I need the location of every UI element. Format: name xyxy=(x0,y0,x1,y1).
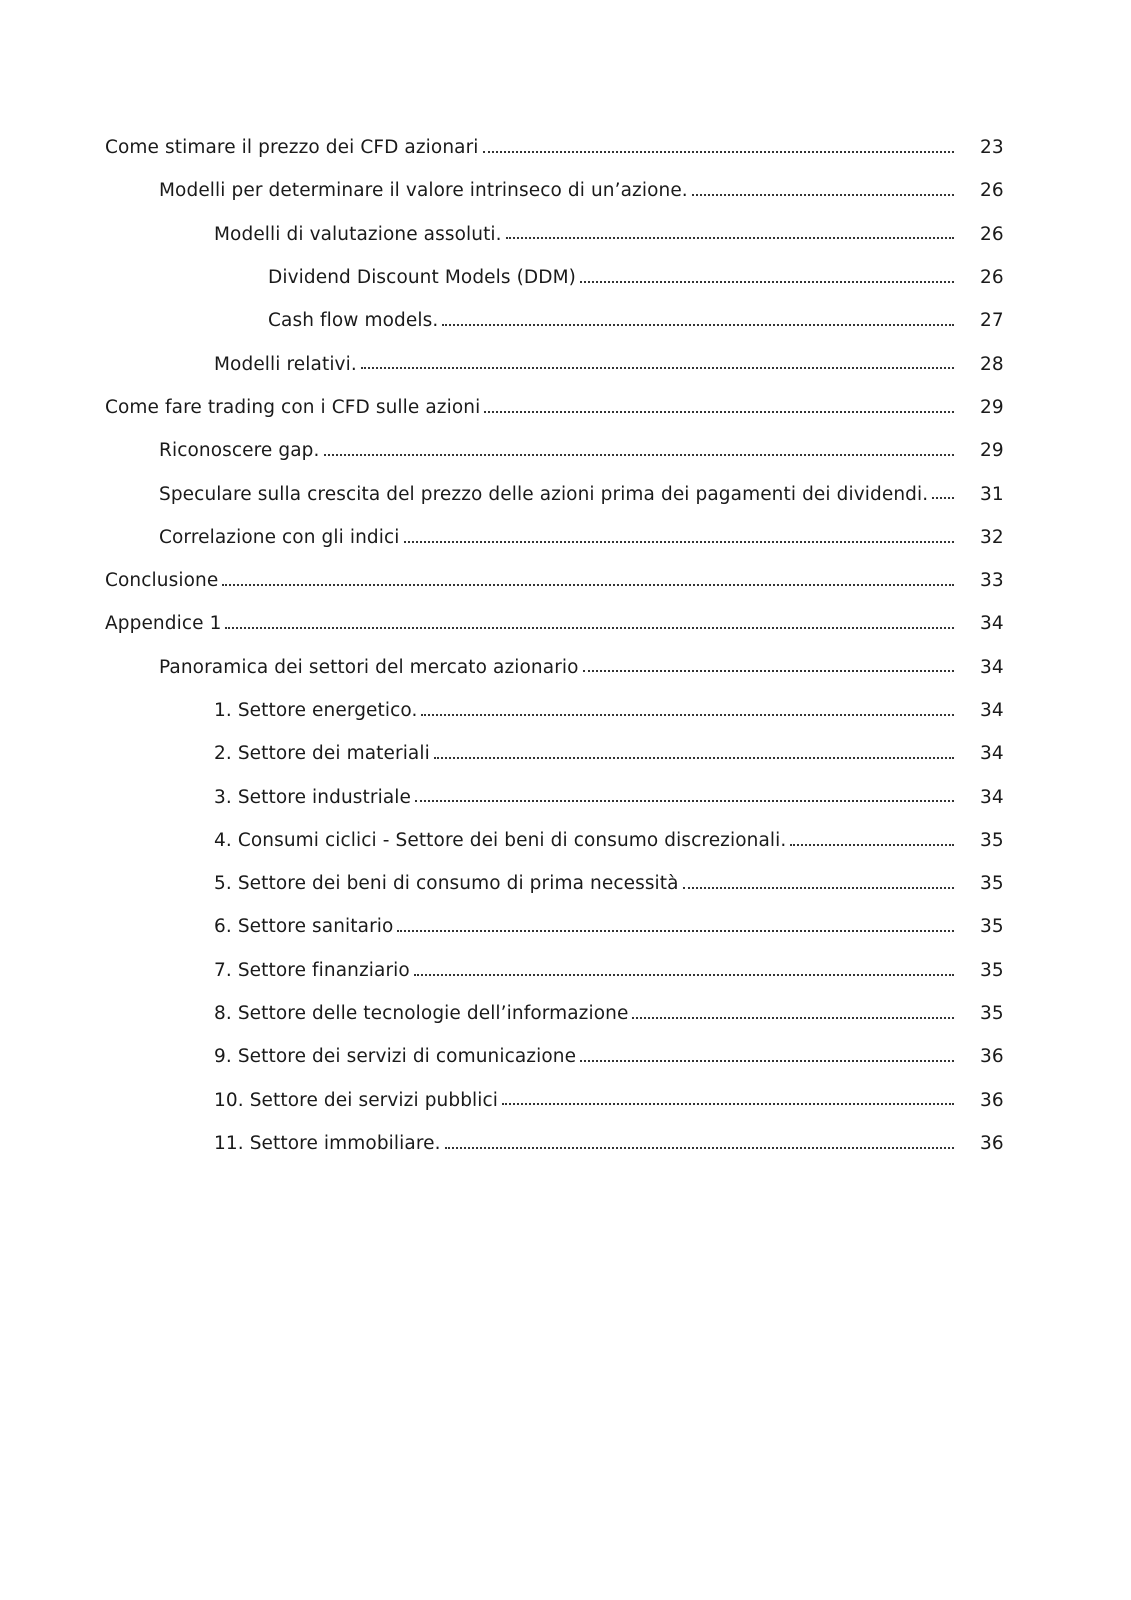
toc-entry-page: 33 xyxy=(980,570,1004,592)
toc-entry-page: 34 xyxy=(980,613,1004,635)
toc-entry-title: Modelli per determinare il valore intrinseco di un’azione. xyxy=(159,180,688,202)
toc-dot-leader xyxy=(683,868,954,889)
toc-dot-leader xyxy=(445,1128,954,1149)
toc-entry-page: 34 xyxy=(980,743,1004,765)
toc-dot-leader xyxy=(442,306,954,327)
toc-entry[interactable] xyxy=(0,386,1131,429)
toc-entry-title: 1. Settore energetico. xyxy=(214,700,418,721)
toc-dot-leader xyxy=(404,522,955,543)
toc-entry-title: 6. Settore sanitario xyxy=(214,916,394,938)
toc-entry[interactable] xyxy=(0,213,1131,256)
toc-dot-leader xyxy=(484,392,954,413)
toc-entry-title: Conclusione xyxy=(105,570,219,592)
toc-entry[interactable] xyxy=(0,732,1131,775)
toc-entry-title: 2. Settore dei materiali xyxy=(214,743,430,765)
toc-entry-title: Riconoscere gap. xyxy=(159,440,320,462)
toc-entry-page: 28 xyxy=(980,353,1004,375)
toc-dot-leader xyxy=(583,652,954,673)
toc-entry[interactable] xyxy=(0,862,1131,905)
toc-entry-page: 36 xyxy=(980,1046,1004,1068)
toc-entry[interactable] xyxy=(0,126,1131,169)
toc-dot-leader xyxy=(434,739,954,760)
toc-entry-page: 23 xyxy=(980,137,1004,159)
toc-dot-leader xyxy=(415,782,954,803)
toc-entry-title: 7. Settore finanziario xyxy=(214,959,410,981)
toc-entry-title: Correlazione con gli indici xyxy=(159,526,400,548)
toc-entry-page: 34 xyxy=(980,786,1004,808)
toc-entry[interactable] xyxy=(0,472,1131,515)
toc-entry[interactable] xyxy=(0,949,1131,992)
toc-entry-page: 35 xyxy=(980,1003,1004,1025)
toc-entry-page: 35 xyxy=(980,916,1004,938)
toc-entry[interactable] xyxy=(0,1035,1131,1078)
toc-entry-page: 36 xyxy=(980,1132,1004,1154)
toc-dot-leader xyxy=(790,825,954,846)
toc-entry[interactable] xyxy=(0,429,1131,472)
toc-entry-title: Dividend Discount Models (DDM) xyxy=(268,267,576,289)
toc-entry-page: 27 xyxy=(980,310,1004,332)
toc-dot-leader xyxy=(502,1085,954,1106)
toc-entry[interactable] xyxy=(0,992,1131,1035)
toc-entry-page: 35 xyxy=(980,829,1004,851)
toc-entry[interactable] xyxy=(0,559,1131,602)
toc-entry-page: 34 xyxy=(980,656,1004,678)
toc-entry[interactable] xyxy=(0,1079,1131,1122)
toc-entry[interactable] xyxy=(0,516,1131,559)
toc-entry-page: 26 xyxy=(980,180,1004,202)
toc-entry-page: 29 xyxy=(980,396,1004,418)
toc-dot-leader xyxy=(324,435,955,456)
toc-entry-page: 32 xyxy=(980,526,1004,548)
toc-dot-leader xyxy=(506,219,954,240)
table-of-contents xyxy=(0,126,1131,1165)
toc-entry-page: 36 xyxy=(980,1089,1004,1111)
toc-dot-leader xyxy=(580,262,954,283)
toc-dot-leader xyxy=(397,912,954,933)
toc-dot-leader xyxy=(225,609,954,630)
toc-entry-page: 35 xyxy=(980,959,1004,981)
toc-dot-leader xyxy=(692,176,954,197)
toc-dot-leader xyxy=(580,1042,954,1063)
toc-entry-title: Come fare trading con i CFD sulle azioni xyxy=(105,396,481,418)
toc-dot-leader xyxy=(421,695,954,716)
toc-entry-title: Speculare sulla crescita del prezzo delle azioni prima dei pagamenti dei dividendi. xyxy=(159,483,929,505)
toc-entry[interactable] xyxy=(0,775,1131,818)
toc-entry-title: 11. Settore immobiliare. xyxy=(214,1132,441,1154)
toc-entry[interactable] xyxy=(0,342,1131,385)
toc-entry-title: Cash flow models. xyxy=(268,310,439,332)
toc-entry[interactable] xyxy=(0,256,1131,299)
toc-entry-page: 34 xyxy=(980,700,1004,721)
toc-entry-title: 9. Settore dei servizi di comunicazione xyxy=(214,1046,577,1068)
toc-dot-leader xyxy=(932,479,954,500)
toc-entry[interactable] xyxy=(0,905,1131,948)
toc-entry[interactable] xyxy=(0,689,1131,732)
toc-entry[interactable] xyxy=(0,299,1131,342)
toc-entry-title: 5. Settore dei beni di consumo di prima necessità xyxy=(214,873,679,895)
toc-dot-leader xyxy=(361,349,954,370)
toc-entry-page: 35 xyxy=(980,873,1004,895)
toc-entry-title: Modelli relativi. xyxy=(214,353,357,375)
toc-dot-leader xyxy=(483,132,954,153)
toc-entry[interactable] xyxy=(0,602,1131,645)
toc-entry[interactable] xyxy=(0,169,1131,212)
toc-entry[interactable] xyxy=(0,1122,1131,1165)
toc-entry[interactable] xyxy=(0,646,1131,689)
toc-entry[interactable] xyxy=(0,819,1131,862)
toc-entry-title: Modelli di valutazione assoluti. xyxy=(214,223,502,245)
toc-dot-leader xyxy=(222,565,954,586)
toc-entry-title: Panoramica dei settori del mercato azionario xyxy=(159,656,579,678)
toc-entry-page: 31 xyxy=(980,483,1004,505)
toc-entry-title: 10. Settore dei servizi pubblici xyxy=(214,1089,499,1111)
toc-entry-page: 26 xyxy=(980,223,1004,245)
toc-dot-leader xyxy=(632,998,954,1019)
toc-entry-page: 26 xyxy=(980,267,1004,289)
toc-dot-leader xyxy=(414,955,954,976)
toc-entry-title: Come stimare il prezzo dei CFD azionari xyxy=(105,137,479,159)
toc-entry-page: 29 xyxy=(980,440,1004,462)
toc-entry-title: Appendice 1 xyxy=(105,613,222,635)
toc-entry-title: 3. Settore industriale xyxy=(214,786,411,808)
toc-entry-title: 8. Settore delle tecnologie dell’informazione xyxy=(214,1003,629,1025)
toc-entry-title: 4. Consumi ciclici - Settore dei beni di consumo discrezionali. xyxy=(214,829,787,851)
